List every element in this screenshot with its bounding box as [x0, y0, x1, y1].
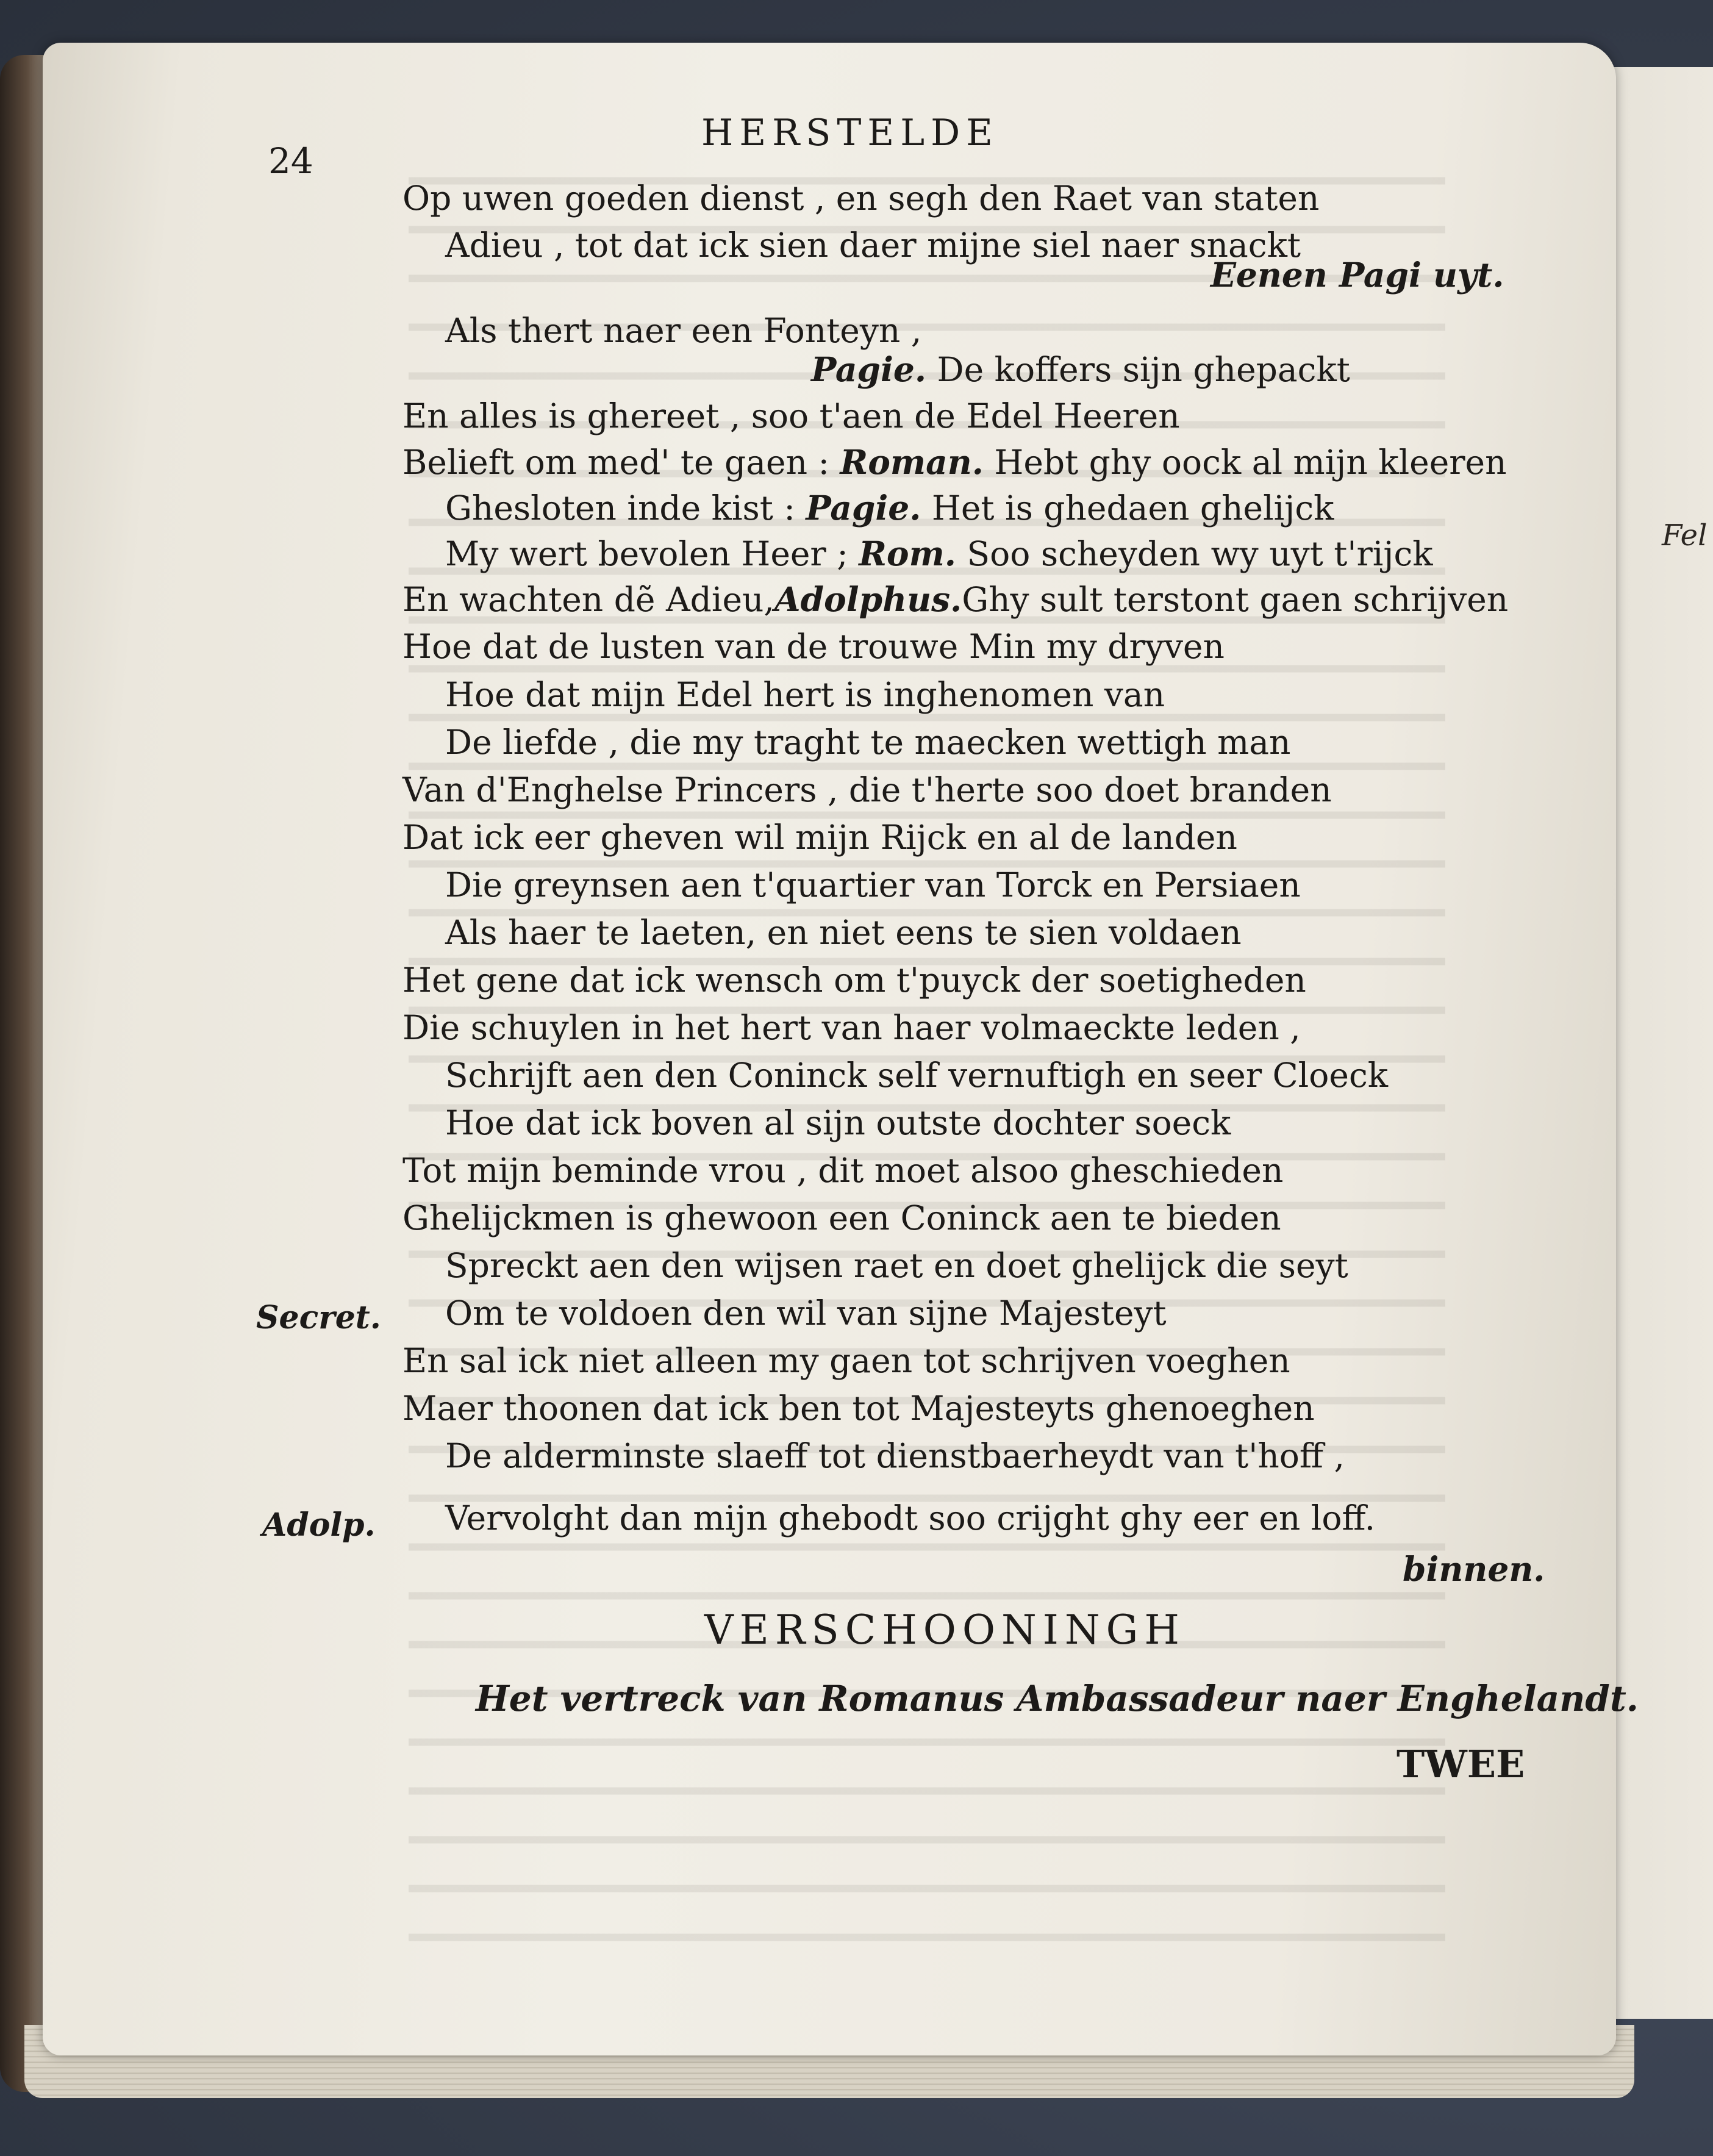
speaker-name: Pagie. — [806, 488, 921, 528]
verse-line: Die schuylen in het hert van haer volmaeckte leden , — [402, 1008, 1301, 1047]
speaker-name: Adolphus. — [774, 579, 962, 619]
verse-line: Hoe dat de lusten van de trouwe Min my dryven — [402, 627, 1225, 666]
catchword: TWEE — [1397, 1742, 1525, 1786]
stage-direction: Eenen Pagi uyt. — [1211, 255, 1504, 295]
stage-direction: binnen. — [1403, 1549, 1545, 1589]
verse-line — [811, 349, 1350, 389]
verse-line: Spreckt aen den wijsen raet en doet ghelijck die seyt — [445, 1246, 1348, 1285]
speaker-name: Pagie. — [811, 349, 927, 389]
verse-text: Ghesloten inde kist : — [445, 489, 795, 528]
verse-text: Het is ghedaen ghelijck — [931, 489, 1334, 528]
verse-text: My wert bevolen Heer ; — [445, 534, 848, 573]
verse-line: De alderminste slaeff tot dienstbaerheydt van t'hoff , — [445, 1436, 1345, 1475]
verse-line: Ghelijckmen is ghewoon een Coninck aen te bieden — [402, 1198, 1281, 1237]
verse-line: Hoe dat mijn Edel hert is inghenomen van — [445, 675, 1165, 714]
verse-line: Om te voldoen den wil van sijne Majesteyt — [445, 1294, 1167, 1333]
verse-line: De liefde , die my traght te maecken wettigh man — [445, 723, 1291, 762]
verse-line: Als haer te laeten, en niet eens te sien voldaen — [445, 913, 1242, 952]
verse-line: Adieu , tot dat ick sien daer mijne siel naer snackt — [445, 226, 1301, 265]
verse-line — [402, 579, 1509, 619]
verse-line — [445, 534, 1433, 573]
speaker-name: Roman. — [840, 442, 984, 482]
page-number: 24 — [268, 140, 313, 182]
margin-speaker: Adolp. — [262, 1506, 376, 1544]
verse-line: Tot mijn beminde vrou , dit moet alsoo gheschieden — [402, 1151, 1284, 1190]
margin-speaker: Secret. — [256, 1299, 381, 1336]
verse-line: Maer thoonen dat ick ben tot Majesteyts ghenoeghen — [402, 1389, 1315, 1428]
running-head: HERSTELDE — [701, 112, 999, 154]
section-subtitle: Het vertreck van Romanus Ambassadeur naer Enghelandt. — [476, 1678, 1639, 1719]
verse-line: Op uwen goeden dienst , en segh den Raet van staten — [402, 179, 1320, 218]
verse-line: Van d'Enghelse Princers , die t'herte soo doet branden — [402, 770, 1332, 809]
verse-line: Als thert naer een Fonteyn , — [445, 311, 922, 350]
verse-line: En alles is ghereet , soo t'aen de Edel Heeren — [402, 396, 1180, 435]
verse-text: De koffers sijn ghepackt — [937, 350, 1350, 389]
verse-line: Hoe dat ick boven al sijn outste dochter soeck — [445, 1103, 1231, 1142]
verse-line: Schrijft aen den Coninck self vernuftigh en seer Cloeck — [445, 1056, 1389, 1095]
verse-line: Dat ick eer gheven wil mijn Rijck en al de landen — [402, 818, 1237, 857]
verse-line: Die greynsen aen t'quartier van Torck en Persiaen — [445, 865, 1301, 904]
verse-line: Het gene dat ick wensch om t'puyck der soetigheden — [402, 961, 1306, 1000]
speaker-name: Rom. — [859, 534, 956, 573]
verse-text: En wachten dẽ Adieu, — [402, 580, 774, 619]
section-title: VERSCHOONINGH — [704, 1606, 1186, 1653]
verse-line: En sal ick niet alleen my gaen tot schrijven voeghen — [402, 1341, 1290, 1380]
verse-text: Hebt ghy oock al mijn kleeren — [994, 443, 1507, 482]
verse-line — [445, 488, 1334, 528]
verse-text: Belieft om med' te gaen : — [402, 443, 830, 482]
verse-text: Ghy sult terstont gaen schrijven — [962, 580, 1509, 619]
verse-text: Soo scheyden wy uyt t'rijck — [967, 534, 1433, 573]
verse-line — [402, 442, 1507, 482]
verse-line: Vervolght dan mijn ghebodt soo crijght ghy eer en loff. — [445, 1499, 1376, 1538]
facing-page-word: Fel — [1662, 518, 1708, 553]
